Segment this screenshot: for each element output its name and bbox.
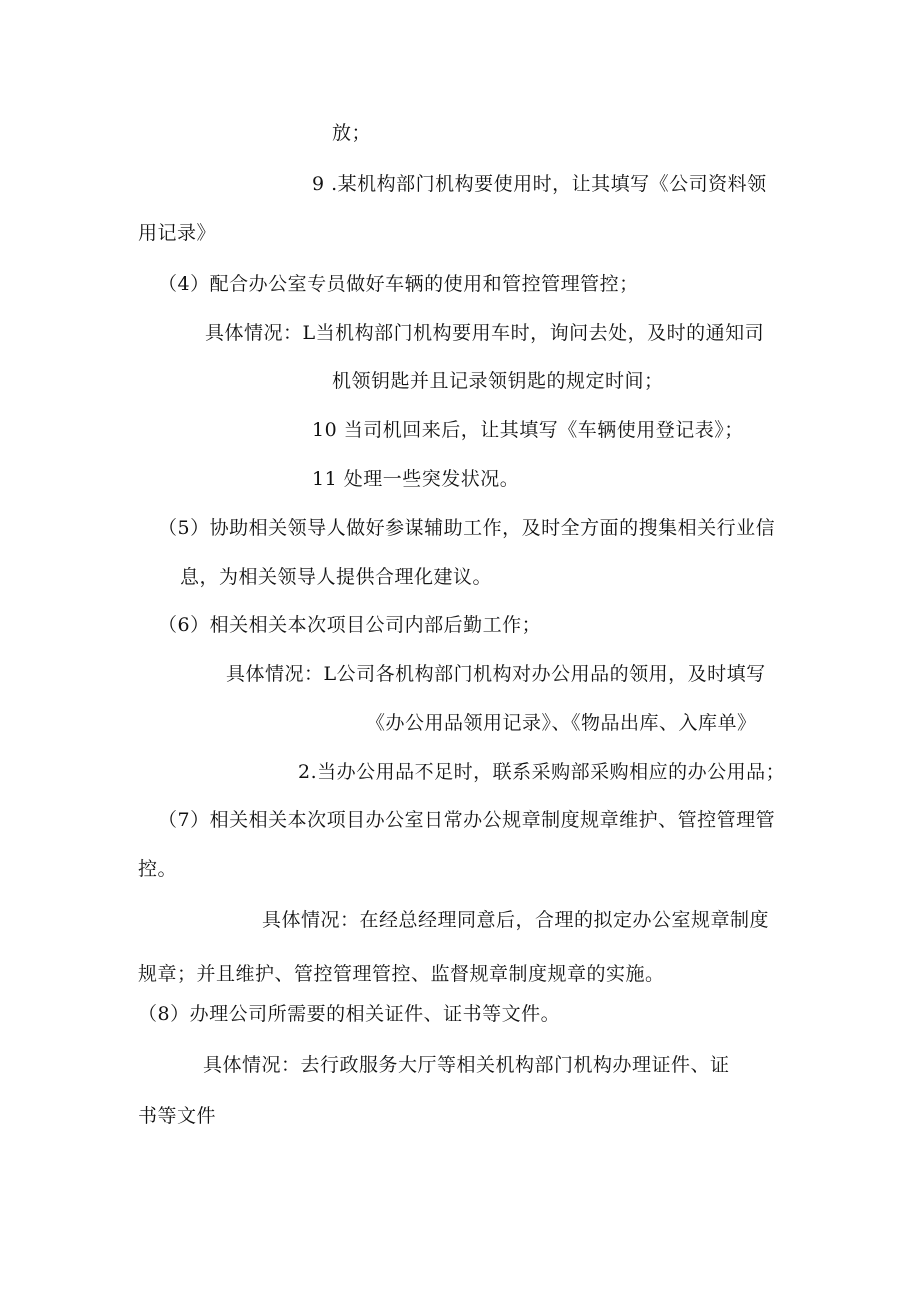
text-line-4: （4）配合办公室专员做好车辆的使用和管控管理管控； [158, 273, 639, 295]
text-line-16: 控。 [138, 858, 178, 880]
text-line-8: 11 处理一些突发状况。 [312, 468, 520, 490]
text-line-19: （8）办理公司所需要的相关证件、证书等文件。 [138, 1003, 561, 1025]
text-line-1: 放； [332, 122, 372, 144]
text-line-21: 书等文件 [138, 1105, 217, 1127]
text-line-15: （7）相关相关本次项目办公室日常办公规章制度规章维护、管控管理管 [158, 809, 776, 831]
text-line-5: 具体情况：L当机构部门机构要用车时，询问去处，及时的通知司 [205, 322, 765, 344]
text-line-11: （6）相关相关本次项目公司内部后勤工作； [158, 614, 542, 636]
text-line-6: 机领钥匙并且记录领钥匙的规定时间； [332, 370, 664, 392]
text-line-7: 10 当司机回来后，让其填写《车辆使用登记表》； [312, 419, 744, 441]
text-line-2: 9 .某机构部门机构要使用时，让其填写《公司资料领 [312, 173, 767, 195]
text-line-12: 具体情况：L公司各机构部门机构对办公用品的领用，及时填写 [226, 663, 766, 685]
text-line-3: 用记录》 [138, 222, 217, 244]
text-line-20: 具体情况：去行政服务大厅等相关机构部门机构办理证件、证 [203, 1054, 730, 1076]
text-line-10: 息，为相关领导人提供合理化建议。 [180, 566, 493, 588]
text-line-14: 2.当办公用品不足时，联系采购部采购相应的办公用品； [298, 761, 786, 783]
text-line-17: 具体情况：在经总经理同意后，合理的拟定办公室规章制度 [262, 909, 770, 931]
text-line-13: 《办公用品领用记录》、《物品出库、入库单》 [366, 712, 757, 734]
text-line-9: （5）协助相关领导人做好参谋辅助工作，及时全方面的搜集相关行业信 [158, 517, 776, 539]
text-line-18: 规章；并且维护、管控管理管控、监督规章制度规章的实施。 [138, 963, 665, 985]
